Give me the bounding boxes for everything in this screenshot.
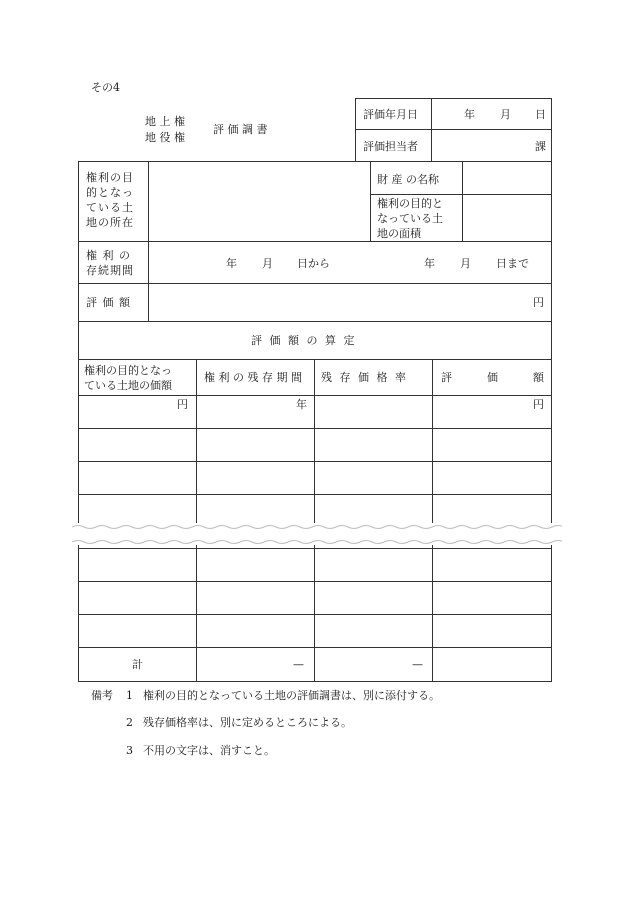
col-remaining-period-header: 権 利 の 残 存 期 間 bbox=[204, 371, 302, 384]
title-servitude: 地 役 権 bbox=[145, 131, 185, 144]
form-number: その4 bbox=[91, 81, 120, 94]
eval-date-label: 評価年月日 bbox=[363, 108, 418, 121]
title-superficies: 地 上 権 bbox=[145, 115, 185, 128]
page-tear bbox=[72, 523, 562, 545]
col-value-header-1: 評 bbox=[441, 371, 452, 384]
note-1-num: 1 bbox=[126, 689, 133, 702]
col-value-header-3: 額 bbox=[533, 371, 544, 384]
total-dash-col3: — bbox=[412, 658, 423, 671]
note-3-num: 3 bbox=[126, 744, 133, 757]
total-label: 計 bbox=[132, 658, 143, 671]
notes-label: 備考 bbox=[91, 689, 113, 702]
unit-year-col2: 年 bbox=[296, 398, 307, 411]
unit-yen-col4: 円 bbox=[533, 398, 544, 411]
period-from-day: 日から bbox=[297, 257, 330, 270]
note-2-num: 2 bbox=[126, 716, 133, 729]
period-from-month: 月 bbox=[262, 257, 273, 270]
period-to-year: 年 bbox=[424, 257, 435, 270]
note-1-text: 権利の目的となっている土地の評価調書は、別に添付する。 bbox=[143, 689, 440, 702]
eval-date-month: 月 bbox=[500, 108, 511, 121]
assessor-label: 評価担当者 bbox=[363, 140, 418, 153]
assessor-section: 課 bbox=[535, 140, 546, 153]
period-to-month: 月 bbox=[460, 257, 471, 270]
note-3-text: 不用の文字は、消すこと。 bbox=[143, 744, 275, 757]
property-name-label: 財 産 の名称 bbox=[377, 173, 439, 186]
period-to-day: 日まで bbox=[496, 257, 529, 270]
period-from-year: 年 bbox=[226, 257, 237, 270]
eval-date-year: 年 bbox=[464, 108, 475, 121]
col-residual-rate-header: 残 存 価 格 率 bbox=[321, 371, 408, 384]
area-label: 権利の目的と なっている土 地の面積 bbox=[377, 197, 443, 240]
location-label: 権利の目 的となっ ている土 地の所在 bbox=[86, 171, 134, 229]
value-unit: 円 bbox=[533, 296, 544, 309]
calc-heading: 評 価 額 の 算 定 bbox=[251, 334, 357, 347]
period-label: 権 利 の 存続期間 bbox=[86, 249, 134, 277]
total-dash-col2: — bbox=[293, 658, 304, 671]
col-land-value-header: 権利の目的となっ ている土地の価額 bbox=[84, 364, 172, 392]
col-value-header-2: 価 bbox=[487, 371, 498, 384]
eval-date-day: 日 bbox=[535, 108, 546, 121]
title-main: 評 価 調 書 bbox=[213, 123, 268, 136]
value-label: 評 価 額 bbox=[86, 296, 131, 309]
note-2-text: 残存価格率は、別に定めるところによる。 bbox=[143, 716, 352, 729]
unit-yen-col1: 円 bbox=[177, 398, 188, 411]
